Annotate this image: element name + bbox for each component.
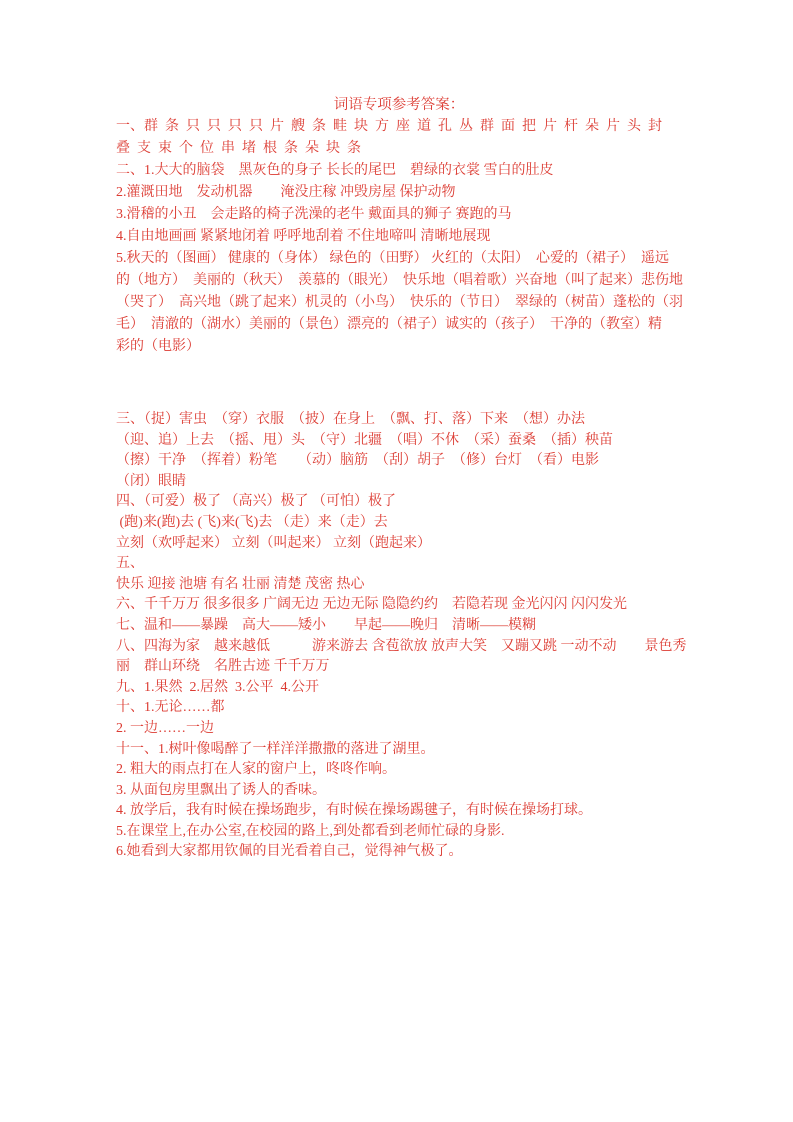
text-line: 的（地方） 美丽的（秋天） 羡慕的（眼光） 快乐地（唱着歌）兴奋地（叫了起来）悲伤地 [116, 273, 683, 288]
text-line: 三、（捉）害虫 （穿）衣服 （披）在身上 （飘、打、落）下来 （想）办法 [116, 412, 585, 427]
text-line: 十一、1.树叶像喝醉了一样洋洋撒撒的落进了湖里。 [116, 741, 435, 757]
text-line: 二、1.大大的脑袋 黑灰色的身子 长长的尾巴 碧绿的衣裳 雪白的肚皮 [116, 163, 554, 178]
text-line: 5.在课堂上,在办公室,在校园的路上,到处都看到老师忙碌的身影. [116, 823, 505, 839]
text-line: 毛） 清澈的（湖水）美丽的（景色）漂亮的（裙子）诚实的（孩子） 干净的（教室）精 [116, 317, 662, 332]
document-content [116, 94, 687, 863]
text-line: 丽 群山环绕 名胜古迹 千千万万 [116, 659, 330, 675]
section-top [116, 94, 682, 358]
text-line: 彩的（电影） [116, 339, 200, 354]
text-line: 5.秋天的（图画） 健康的（身体） 绿色的（田野） 火红的（太阳） 心爱的（裙子） 遥远 [116, 251, 669, 266]
text-line: （哭了） 高兴地（跳了起来）机灵的（小鸟） 快乐的（节日） 翠绿的（树苗）蓬松的（羽 [116, 295, 683, 310]
text-line: 一、群 条 只 只 只 只 片 艘 条 畦 块 方 座 道 孔 丛 群 面 把 片 杆 朵 片 头 封 [116, 119, 662, 134]
text-line: （擦）干净 （挥着）粉笔 （动）脑筋 （刮）胡子 （修）台灯 （看）电影 [116, 453, 599, 469]
text-line: 六、千千万万 很多很多 广阔无边 无边无际 隐隐约约 若隐若现 金光闪闪 闪闪发光 [116, 597, 627, 613]
text-line: 四、（可爱）极了 （高兴）极了 （可怕）极了 [116, 494, 396, 510]
text-line: 九、1.果然 2.居然 3.公平 4.公开 [116, 679, 319, 695]
text-line: 2.灌溉田地 发动机器 淹没庄稼 冲毁房屋 保护动物 [116, 185, 456, 200]
text-line: （迎、追）上去 （摇、甩）头 （守）北疆 （唱）不休 （采）蚕桑 （插）秧苗 [116, 432, 613, 448]
blank-gap [116, 358, 682, 410]
text-line: 3. 从面包房里飘出了诱人的香味。 [116, 782, 326, 798]
page-title: 词语专项参考答案： [333, 97, 465, 113]
text-line: 十、1.无论……都 [116, 700, 225, 716]
text-line: (跑)来(跑)去 (飞)来(飞)去 （走）来（走）去 [116, 514, 388, 530]
text-line: 4. 放学后，我有时候在操场跑步，有时候在操场踢毽子，有时候在操场打球。 [116, 803, 592, 819]
text-line: 2. 粗大的雨点打在人家的窗户上，咚咚作响。 [116, 762, 396, 778]
text-line: 快乐 迎接 池塘 有名 壮丽 清楚 茂密 热心 [116, 576, 365, 592]
text-line: 八、四海为家 越来越低 游来游去 含苞欲放 放声大笑 又蹦又跳 一动不动 景色秀 [116, 638, 687, 654]
text-line: 立刻（欢呼起来） 立刻（叫起来） 立刻（跑起来） [116, 535, 431, 551]
text-line: 4.自由地画画 紧紧地闭着 呼呼地刮着 不住地啼叫 清晰地展现 [116, 229, 491, 244]
text-line: 2. 一边……一边 [116, 720, 214, 736]
text-line: 叠 支 束 个 位 串 堵 根 条 朵 块 条 [116, 141, 361, 156]
text-line: 七、温和——暴躁 高大——矮小 早起——晚归 清晰——模糊 [116, 617, 536, 633]
text-line: 五、 [116, 556, 144, 572]
text-line: 3.滑稽的小丑 会走路的椅子洗澡的老牛 戴面具的狮子 赛跑的马 [116, 207, 512, 222]
text-line: （闭）眼睛 [116, 473, 186, 489]
section-bottom [116, 410, 687, 863]
text-line: 6.她看到大家都用钦佩的目光看着自己，觉得神气极了。 [116, 844, 463, 860]
